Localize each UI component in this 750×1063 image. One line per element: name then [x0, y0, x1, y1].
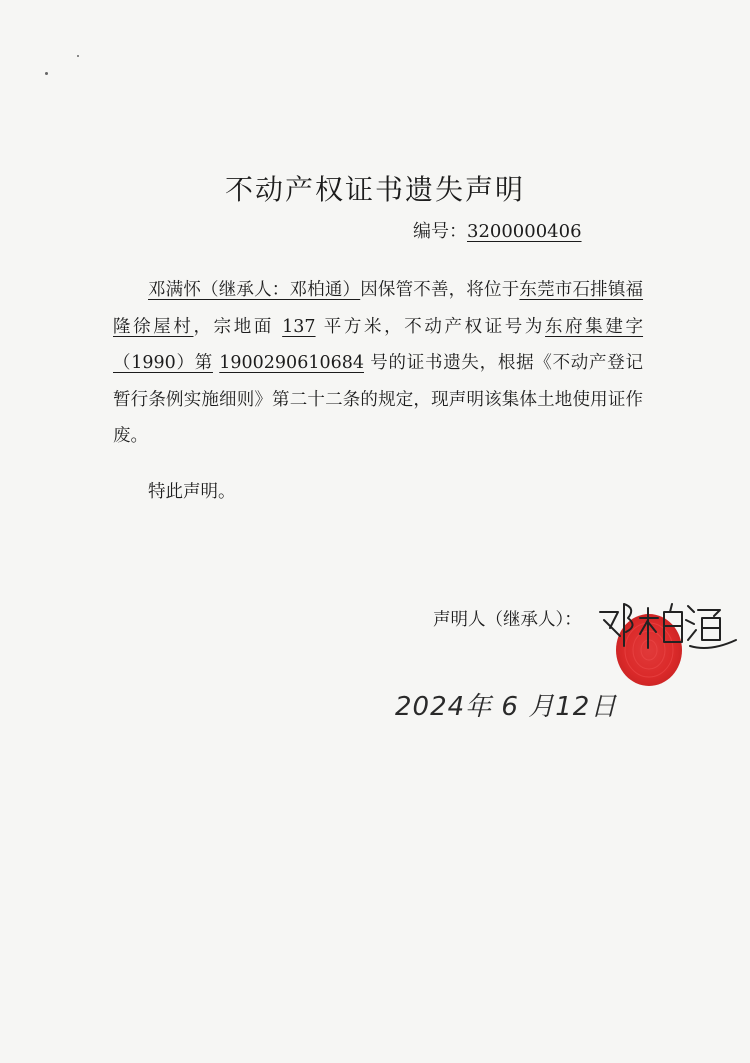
body-text: ，宗地面	[193, 316, 274, 337]
document-title: 不动产权证书遗失声明	[224, 173, 525, 206]
certificate-prefix: 东府集建字（1990）第	[113, 316, 644, 373]
scan-speck	[45, 72, 48, 75]
person-name: 邓满怀（继承人：邓柏通）	[148, 280, 361, 300]
closing-statement: 特此声明。	[148, 482, 236, 502]
land-area: 137	[282, 316, 316, 337]
handwritten-signature	[590, 590, 740, 660]
body-text: 平方米，不动产权证号为	[323, 316, 546, 337]
body-text: 因保管不善，将位于	[360, 280, 520, 300]
document-number	[413, 217, 582, 243]
body-paragraph	[113, 272, 643, 455]
scan-speck	[77, 55, 79, 57]
declaration-body	[113, 272, 643, 455]
body-text: 号的证书遗失，根据《不动产登记暂行条例实施细则》第二十二条的规定，现声明该集体土地使用证作废。	[113, 353, 643, 446]
declarant-label: 声明人（继承人）：	[433, 610, 582, 630]
certificate-number: 1900290610684	[219, 353, 364, 373]
number-label: 编号：	[413, 221, 467, 242]
declaration-date: 2024年 6 月12日	[395, 692, 618, 722]
property-location: 东莞市石排镇福隆徐屋村	[113, 280, 644, 337]
number-value: 3200000406	[467, 221, 582, 242]
